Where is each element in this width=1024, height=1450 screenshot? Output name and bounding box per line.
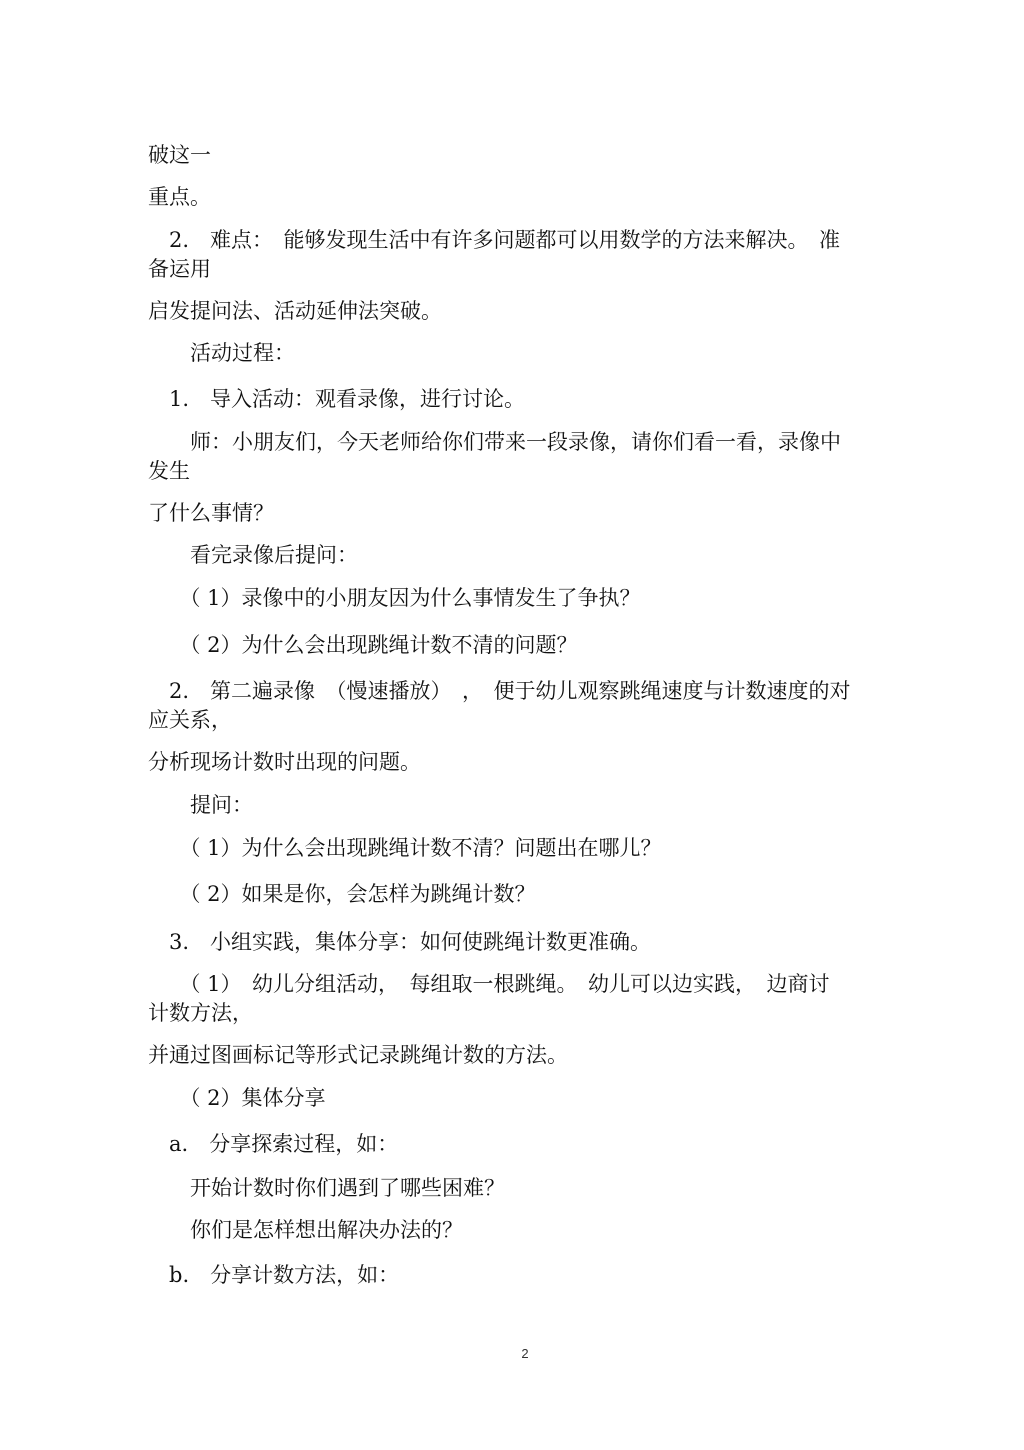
text-line: 师：小朋友们，今天老师给你们带来一段录像，请你们看一看，录像中 [148,430,841,454]
text-line: 并通过图画标记等形式记录跳绳计数的方法。 [148,1043,568,1067]
text-line: （ 1）录像中的小朋友因为什么事情发生了争执？ [148,586,641,610]
text-line: 应关系， [148,708,232,732]
text-line: 看完录像后提问： [148,543,358,567]
text-line: 计数方法， [148,1001,253,1025]
text-line: 备运用 [148,257,211,281]
text-line: （ 1） 幼儿分组活动， 每组取一根跳绳。 幼儿可以边实践， 边商讨 [148,972,830,996]
text-line: 2. 难点： 能够发现生活中有许多问题都可以用数学的方法来解决。 准 [148,228,841,252]
text-line: 你们是怎样想出解决办法的？ [148,1218,463,1242]
text-line: （ 1）为什么会出现跳绳计数不清？问题出在哪儿？ [148,836,662,860]
text-line: （ 2）如果是你，会怎样为跳绳计数？ [148,882,536,906]
text-line: 活动过程： [148,341,295,365]
text-line: （ 2）集体分享 [148,1086,326,1110]
text-line: 3. 小组实践，集体分享：如何使跳绳计数更准确。 [148,930,652,954]
text-line: 1. 导入活动：观看录像，进行讨论。 [148,387,526,411]
text-line: 了什么事情？ [148,501,274,525]
text-line: 开始计数时你们遇到了哪些困难？ [148,1176,505,1200]
text-line: 2. 第二遍录像 （慢速播放） ， 便于幼儿观察跳绳速度与计数速度的对 [148,679,851,703]
page-number: 2 [521,1346,529,1361]
text-line: （ 2）为什么会出现跳绳计数不清的问题？ [148,633,578,657]
text-line: 发生 [148,459,190,483]
text-line: 分析现场计数时出现的问题。 [148,750,421,774]
text-line: a. 分享探索过程，如： [148,1132,399,1156]
text-line: b. 分享计数方法，如： [148,1263,400,1287]
text-line: 启发提问法、活动延伸法突破。 [148,299,442,323]
text-line: 重点。 [148,185,211,209]
text-line: 提问： [148,793,253,817]
text-line: 破这一 [148,143,211,167]
